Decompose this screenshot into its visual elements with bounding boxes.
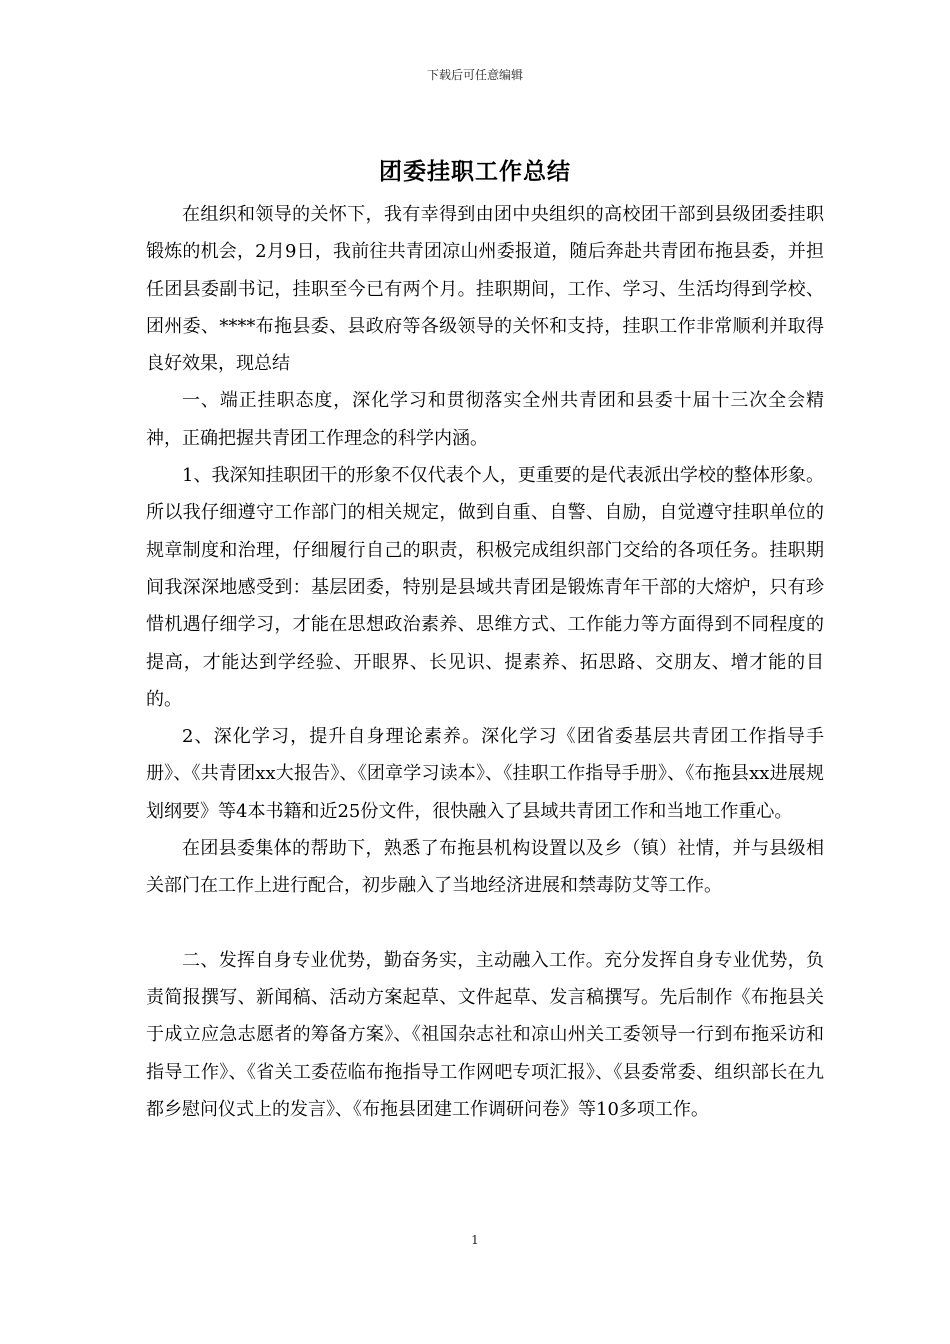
paragraph-point-one: 1、我深知挂职团干的形象不仅代表个人，更重要的是代表派出学校的整体形象。所以我仔细遵守工作部门的相关规定，做到自重、自警、自励，自觉遵守挂职单位的规章制度和治理，仔细履行自己的职责，积极完成组织部门交给的各项任务。挂职期间我深深地感受到：基层团委，特别是县域共青团是锻炼青年干部的大熔炉，只有珍惜机遇仔细学习，才能在思想政治素养、思维方式、工作能力等方面得到不同程度的提高，才能达到学经验、开眼界、长见识、提素养、拓思路、交朋友、增才能的目的。 <box>146 465 824 710</box>
paragraph-point-two: 2、深化学习，提升自身理论素养。深化学习《团省委基层共青团工作指导手册》、《共青团xx大报告》、《团章学习读本》、《挂职工作指导手册》、《布拖县xx进展规划纲要》等4本书籍和近25份文件，很快融入了县域共青团工作和当地工作重心。 <box>146 726 824 822</box>
paragraph-intro: 在组织和领导的关怀下，我有幸得到由团中央组织的高校团干部到县级团委挂职锻炼的机会，2月9日，我前往共青团凉山州委报道，随后奔赴共青团布拖县委，并担任团县委副书记，挂职至今已有两个月。挂职期间，工作、学习、生活均得到学校、团州委、****布拖县委、县政府等各级领导的关怀和支持，挂职工作非常顺利并取得良好效果，现总结 <box>146 204 824 375</box>
document-body <box>146 196 824 1128</box>
paragraph-section-two: 二、发挥自身专业优势，勤奋务实，主动融入工作。充分发挥自身专业优势，负责简报撰写、新闻稿、活动方案起草、文件起草、发言稿撰写。先后制作《布拖县关于成立应急志愿者的筹备方案》、《祖国杂志社和凉山州关工委领导一行到布拖采访和指导工作》、《省关工委莅临布拖指导工作网吧专项汇报》、《县委常委、组织部长在九都乡慰问仪式上的发言》、《布拖县团建工作调研问卷》等10多项工作。 <box>146 949 824 1120</box>
document-title: 团委挂职工作总结 <box>379 158 571 185</box>
header-note: 下载后可任意编辑 <box>426 68 523 82</box>
paragraph-team-help: 在团县委集体的帮助下，熟悉了布拖县机构设置以及乡（镇）社情，并与县级相关部门在工作上进行配合，初步融入了当地经济进展和禁毒防艾等工作。 <box>146 838 824 897</box>
page-number: 1 <box>471 1233 479 1247</box>
paragraph-section-one: 一、端正挂职态度，深化学习和贯彻落实全州共青团和县委十届十三次全会精神，正确把握共青团工作理念的科学内涵。 <box>146 390 824 449</box>
